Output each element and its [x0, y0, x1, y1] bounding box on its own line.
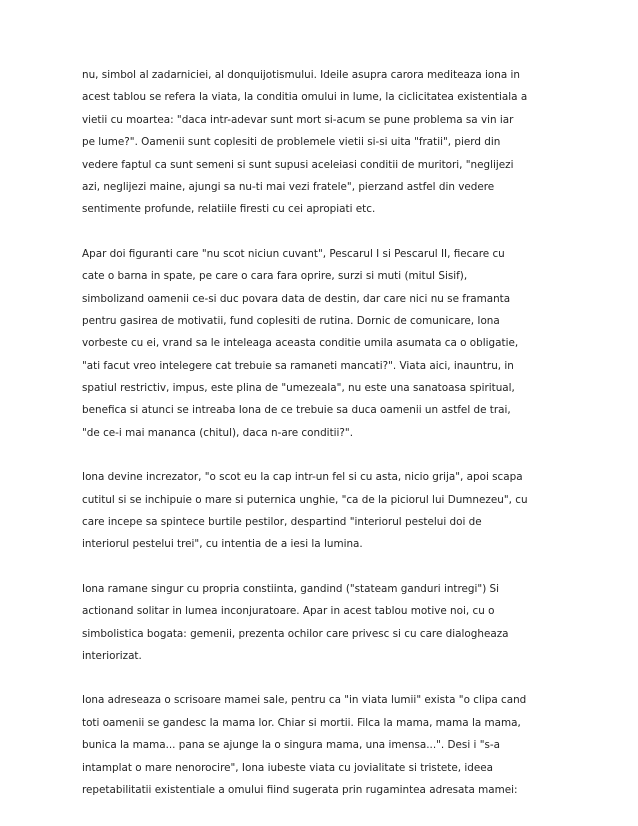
- text-line: "ati facut vreo intelegere cat trebuie sa ramaneti mancati?". Viata aici, inauntru, in: [82, 359, 514, 372]
- text-line: Iona ramane singur cu propria constiinta, gandind ("stateam ganduri intregi") Si: [82, 582, 500, 595]
- paragraph-1: [82, 64, 554, 221]
- text-line: cate o barna in spate, pe care o cara fara oprire, surzi si muti (mitul Sisif),: [82, 270, 468, 283]
- text-line: vietii cu moartea: "daca intr-adevar sunt mort si-acum se pune problema sa vin iar: [82, 113, 514, 126]
- paragraph-5: [82, 689, 554, 801]
- text-line: spatiul restrictiv, impus, este plina de "umezeala", nu este una sanatoasa spiritual,: [82, 382, 515, 395]
- text-line: vedere faptul ca sunt semeni si sunt supusi aceleiasi conditii de muritori, "neglijezi: [82, 158, 514, 171]
- text-line: pe lume?". Oamenii sunt coplesiti de problemele vietii si-si uita "fratii", pierd din: [82, 136, 501, 149]
- text-line: benefica si atunci se intreaba Iona de ce trebuie sa duca oamenii un astfel de trai,: [82, 404, 511, 417]
- text-line: toti oamenii se gandesc la mama lor. Chiar si mortii. Filca la mama, mama la mama,: [82, 716, 521, 729]
- text-line: acest tablou se refera la viata, la conditia omului in lume, la ciclicitatea existentiala a: [82, 91, 528, 104]
- paragraph-3: [82, 466, 554, 556]
- text-line: "de ce-i mai mananca (chitul), daca n-are conditii?".: [82, 426, 354, 439]
- text-line: actionand solitar in lumea inconjuratoare. Apar in acest tablou motive noi, cu o: [82, 605, 495, 618]
- text-line: interiorul pestelui trei", cu intentia de a iesi la lumina.: [82, 538, 363, 551]
- text-line: sentimente profunde, relatiile firesti cu cei apropiati etc.: [82, 203, 376, 216]
- paragraph-4: [82, 578, 554, 668]
- text-line: bunica la mama... pana se ajunge la o singura mama, una imensa...". Desi i "s-a: [82, 739, 501, 752]
- text-line: repetabilitatii existentiale a omului fiind sugerata prin rugamintea adresata mamei:: [82, 783, 518, 796]
- text-line: care incepe sa spintece burtile pestilor, despartind "interiorul pestelui doi de: [82, 516, 482, 529]
- text-line: simbolistica bogata: gemenii, prezenta ochilor care privesc si cu care dialogheaza: [82, 627, 509, 640]
- text-line: vorbeste cu ei, vrand sa le inteleaga aceasta conditie umila asumata ca o obligatie,: [82, 337, 519, 350]
- text-line: Iona adreseaza o scrisoare mamei sale, pentru ca "in viata lumii" exista "o clipa cand: [82, 694, 527, 707]
- text-line: cutitul si se inchipuie o mare si puternica unghie, "ca de la piciorul lui Dumnezeu", cu: [82, 493, 528, 506]
- text-line: Apar doi figuranti care "nu scot niciun cuvant", Pescarul I si Pescarul II, fiecare cu: [82, 247, 505, 260]
- text-line: intamplat o mare nenorocire", Iona iubeste viata cu jovialitate si tristete, ideea: [82, 761, 494, 774]
- text-line: pentru gasirea de motivatii, fund coplesiti de rutina. Dornic de comunicare, Iona: [82, 314, 500, 327]
- paragraph-2: [82, 243, 554, 445]
- document-body: [82, 64, 554, 823]
- text-line: simbolizand oamenii ce-si duc povara data de destin, dar care nici nu se framanta: [82, 292, 511, 305]
- text-line: Iona devine increzator, "o scot eu la cap intr-un fel si cu asta, nicio grija", apoi scapa: [82, 471, 523, 484]
- text-line: azi, neglijezi maine, ajungi sa nu-ti mai vezi fratele", pierzand astfel din vedere: [82, 180, 495, 193]
- text-line: nu, simbol al zadarniciei, al donquijotismului. Ideile asupra carora mediteaza iona in: [82, 69, 520, 81]
- text-line: interiorizat.: [82, 649, 142, 662]
